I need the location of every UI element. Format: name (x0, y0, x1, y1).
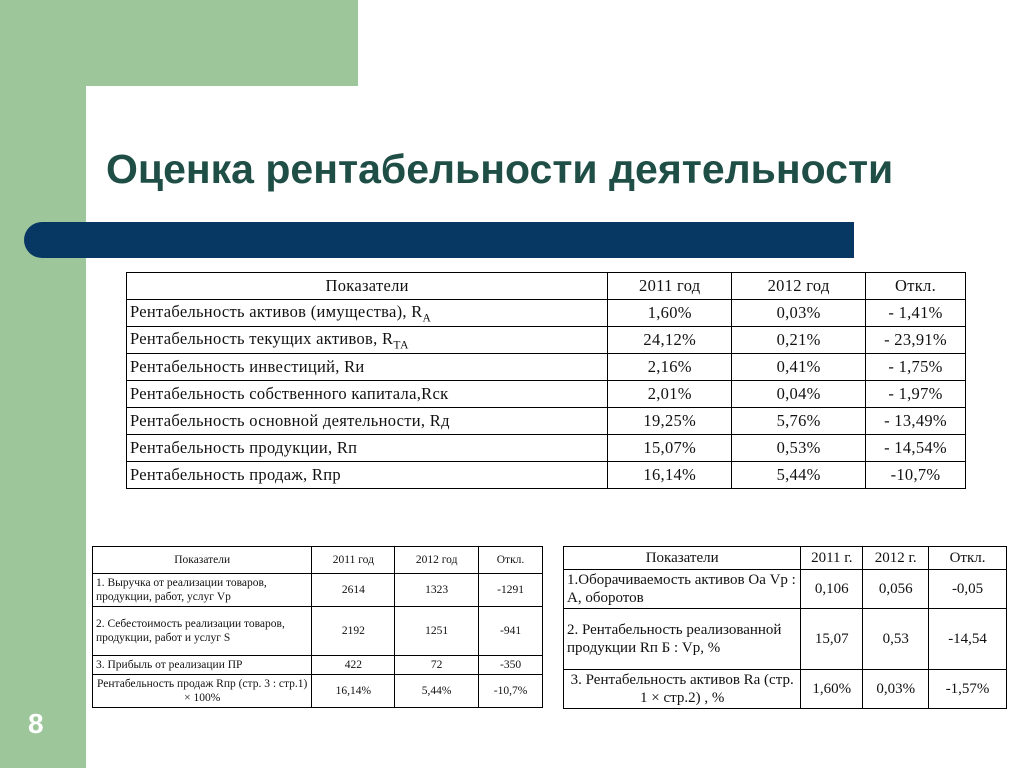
title-underline-bar (24, 222, 854, 258)
cell-deviation: - 1,75% (866, 354, 966, 381)
table-row (127, 300, 966, 327)
asset-profitability-table (563, 546, 1007, 709)
header-2011: 2011 год (312, 547, 395, 574)
cell-deviation: - 23,91% (866, 327, 966, 354)
cell-deviation: - 13,49% (866, 408, 966, 435)
cell-2012: 0,41% (732, 354, 866, 381)
row-label: Рентабельность активов (имущества), $R_А$ (127, 300, 608, 327)
table-row (127, 435, 966, 462)
header-2012: 2012 год (732, 273, 866, 300)
cell-2011: 15,07 (801, 609, 863, 670)
cell-2011: 15,07% (608, 435, 732, 462)
cell-deviation: - 14,54% (866, 435, 966, 462)
cell-2012: 5,76% (732, 408, 866, 435)
table-header-row (127, 273, 966, 300)
cell-2011: 16,14% (608, 462, 732, 489)
table-row (127, 327, 966, 354)
cell-2012: 0,03% (732, 300, 866, 327)
cell-2011: 16,14% (312, 675, 395, 708)
cell-2012: 0,53% (732, 435, 866, 462)
table-row (127, 354, 966, 381)
cell-2012: 72 (395, 656, 479, 675)
cell-2011: 2,01% (608, 381, 732, 408)
row-label: Рентабельность продаж Rпр (стр. 3 : стр.1) × 100% (93, 675, 312, 708)
row-label: 2. Себестоимость реализации товаров, продукции, работ и услуг S (93, 607, 312, 656)
cell-deviation: -14,54 (929, 609, 1007, 670)
cell-deviation: -1,57% (929, 670, 1007, 709)
table-row (93, 607, 543, 656)
table-row (93, 574, 543, 607)
table-row (127, 408, 966, 435)
row-label: Рентабельность продукции, Rп (127, 435, 608, 462)
sales-profitability-table (92, 546, 543, 708)
cell-2011: 1,60% (608, 300, 732, 327)
header-indicators: Показатели (564, 547, 801, 570)
header-indicators: Показатели (93, 547, 312, 574)
cell-2011: 422 (312, 656, 395, 675)
cell-2011: 2192 (312, 607, 395, 656)
row-label: 2. Рентабельность реализованной продукции Rп Б : Vp, % (564, 609, 801, 670)
cell-2012: 0,03% (863, 670, 929, 709)
table-row (564, 570, 1007, 609)
cell-2012: 0,056 (863, 570, 929, 609)
header-indicators: Показатели (127, 273, 608, 300)
cell-deviation: -10,7% (866, 462, 966, 489)
row-label: 3. Прибыль от реализации ПР (93, 656, 312, 675)
table-header-row (93, 547, 543, 574)
header-2012: 2012 г. (863, 547, 929, 570)
header-deviation: Откл. (929, 547, 1007, 570)
row-label: Рентабельность текущих активов, $R_{ТА}$ (127, 327, 608, 354)
cell-deviation: -941 (479, 607, 543, 656)
header-2011: 2011 год (608, 273, 732, 300)
slide-number: 8 (28, 708, 44, 739)
row-label: Рентабельность продаж, Rпр (127, 462, 608, 489)
cell-2011: 19,25% (608, 408, 732, 435)
table-row (93, 675, 543, 708)
slide-title: Оценка рентабельности деятельности (106, 146, 894, 192)
table-row (127, 462, 966, 489)
cell-2012: 1323 (395, 574, 479, 607)
cell-deviation: -350 (479, 656, 543, 675)
green-left-decoration (0, 0, 86, 768)
row-label: 1.Оборачиваемость активов Оа Vp : А, оборотов (564, 570, 801, 609)
table-row (564, 609, 1007, 670)
table-header-row (564, 547, 1007, 570)
cell-2011: 0,106 (801, 570, 863, 609)
cell-deviation: -0,05 (929, 570, 1007, 609)
cell-2012: 0,53 (863, 609, 929, 670)
cell-2011: 24,12% (608, 327, 732, 354)
row-label: Рентабельность собственного капитала,Rск (127, 381, 608, 408)
table-row (564, 670, 1007, 709)
row-label: Рентабельность основной деятельности, Rд (127, 408, 608, 435)
cell-2011: 2,16% (608, 354, 732, 381)
cell-deviation: - 1,97% (866, 381, 966, 408)
profitability-table (126, 272, 966, 489)
header-2011: 2011 г. (801, 547, 863, 570)
row-label: 3. Рентабельность активов Ra (стр. 1 × стр.2) , % (564, 670, 801, 709)
header-deviation: Откл. (866, 273, 966, 300)
cell-2011: 1,60% (801, 670, 863, 709)
cell-2012: 1251 (395, 607, 479, 656)
header-deviation: Откл. (479, 547, 543, 574)
cell-2012: 0,21% (732, 327, 866, 354)
cell-2012: 5,44% (732, 462, 866, 489)
table-row (127, 381, 966, 408)
cell-deviation: -10,7% (479, 675, 543, 708)
cell-2011: 2614 (312, 574, 395, 607)
header-2012: 2012 год (395, 547, 479, 574)
row-label: 1. Выручка от реализации товаров, продукции, работ, услуг Vp (93, 574, 312, 607)
table-row (93, 656, 543, 675)
cell-2012: 0,04% (732, 381, 866, 408)
row-label: Рентабельность инвестиций, Rи (127, 354, 608, 381)
cell-deviation: - 1,41% (866, 300, 966, 327)
cell-deviation: -1291 (479, 574, 543, 607)
cell-2012: 5,44% (395, 675, 479, 708)
